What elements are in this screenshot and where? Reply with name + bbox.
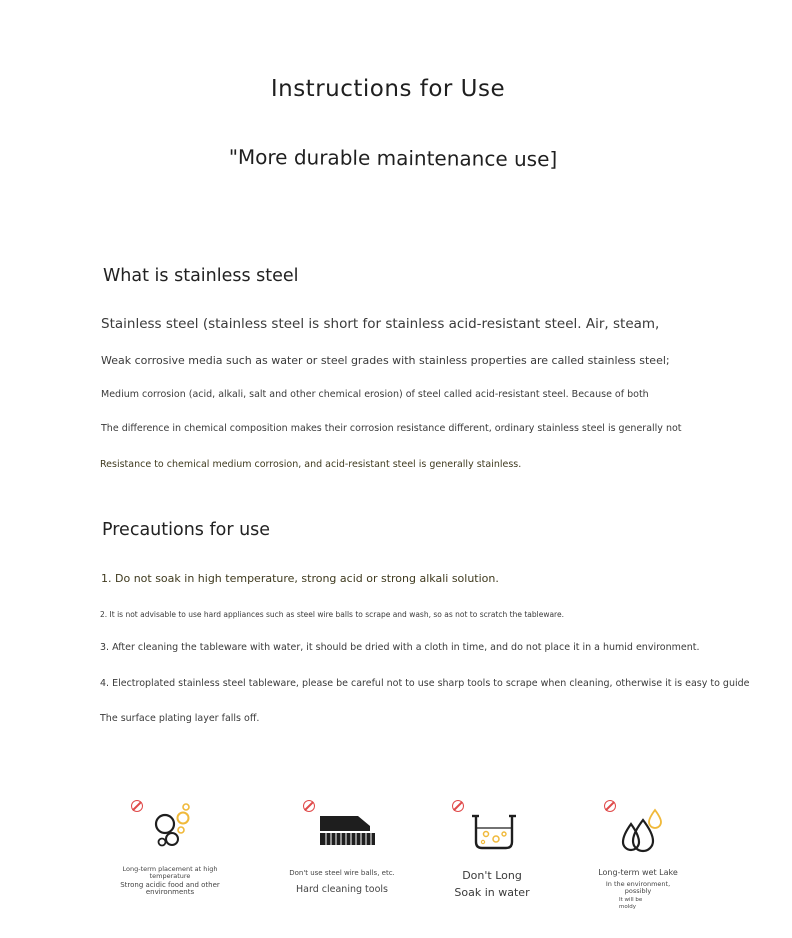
- page-title: Instructions for Use: [270, 76, 506, 102]
- caption-pot: [432, 867, 552, 901]
- caption-line: Long-term placement at high: [122, 865, 218, 873]
- brush-icon-group: [300, 798, 390, 858]
- prohibited-icon: [604, 800, 616, 812]
- precaution-item: 1. Do not soak in high temperature, strong acid or strong alkali solution.: [101, 572, 499, 585]
- precaution-item: 4. Electroplated stainless steel tableware, please be careful not to use sharp tools to scrape when cleaning, otherwise it is easy to guide: [100, 678, 750, 689]
- precaution-item: The surface plating layer falls off.: [100, 713, 260, 724]
- caption-line: Don't use steel wire balls, etc.: [289, 869, 395, 877]
- caption-line: temperature: [149, 872, 191, 880]
- caption-line: Soak in water: [454, 886, 530, 899]
- water-drops-icon-group: [602, 798, 682, 858]
- caption-water-drops: [578, 868, 698, 911]
- prohibited-icon: [131, 800, 143, 812]
- caption-bubbles: [110, 866, 230, 896]
- paragraph-line: Medium corrosion (acid, alkali, salt and other chemical erosion) of steel called acid-resistant steel. Because of both: [101, 389, 649, 400]
- paragraph-line: The difference in chemical composition makes their corrosion resistance different, ordinary stainless steel is generally not: [101, 423, 682, 434]
- paragraph-line: Resistance to chemical medium corrosion, and acid-resistant steel is generally stainless.: [100, 459, 522, 470]
- caption-line: Long-term wet Lake: [598, 868, 678, 877]
- caption-line: In the environment,: [605, 880, 671, 888]
- caption-line: environments: [145, 888, 195, 896]
- caption-line: It will be: [619, 897, 643, 903]
- prohibited-icon: [452, 800, 464, 812]
- paragraph-line: Weak corrosive media such as water or steel grades with stainless properties are called stainless steel;: [101, 354, 670, 367]
- caption-line: Hard cleaning tools: [296, 884, 388, 895]
- precaution-item: 3. After cleaning the tableware with water, it should be dried with a cloth in time, and do not place it in a humid environment.: [100, 642, 700, 653]
- pot-icon-group: [450, 798, 530, 858]
- section-heading-stainless-steel: What is stainless steel: [103, 266, 299, 286]
- caption-brush: [282, 869, 402, 895]
- prohibited-icon: [303, 800, 315, 812]
- page-subtitle: "More durable maintenance use]: [228, 144, 558, 172]
- precaution-item: 2. It is not advisable to use hard appliances such as steel wire balls to scrape and wash, so as not to scratch the tableware.: [100, 610, 564, 619]
- caption-line: possibly: [624, 887, 652, 895]
- caption-line: Don't Long: [462, 869, 522, 882]
- bubbles-icon-group: [128, 798, 208, 858]
- section-heading-precautions: Precautions for use: [102, 520, 271, 540]
- caption-line: moldy: [619, 904, 636, 910]
- paragraph-line: Stainless steel (stainless steel is short for stainless acid-resistant steel. Air, steam,: [101, 316, 660, 332]
- caption-line: Strong acidic food and other: [120, 881, 220, 889]
